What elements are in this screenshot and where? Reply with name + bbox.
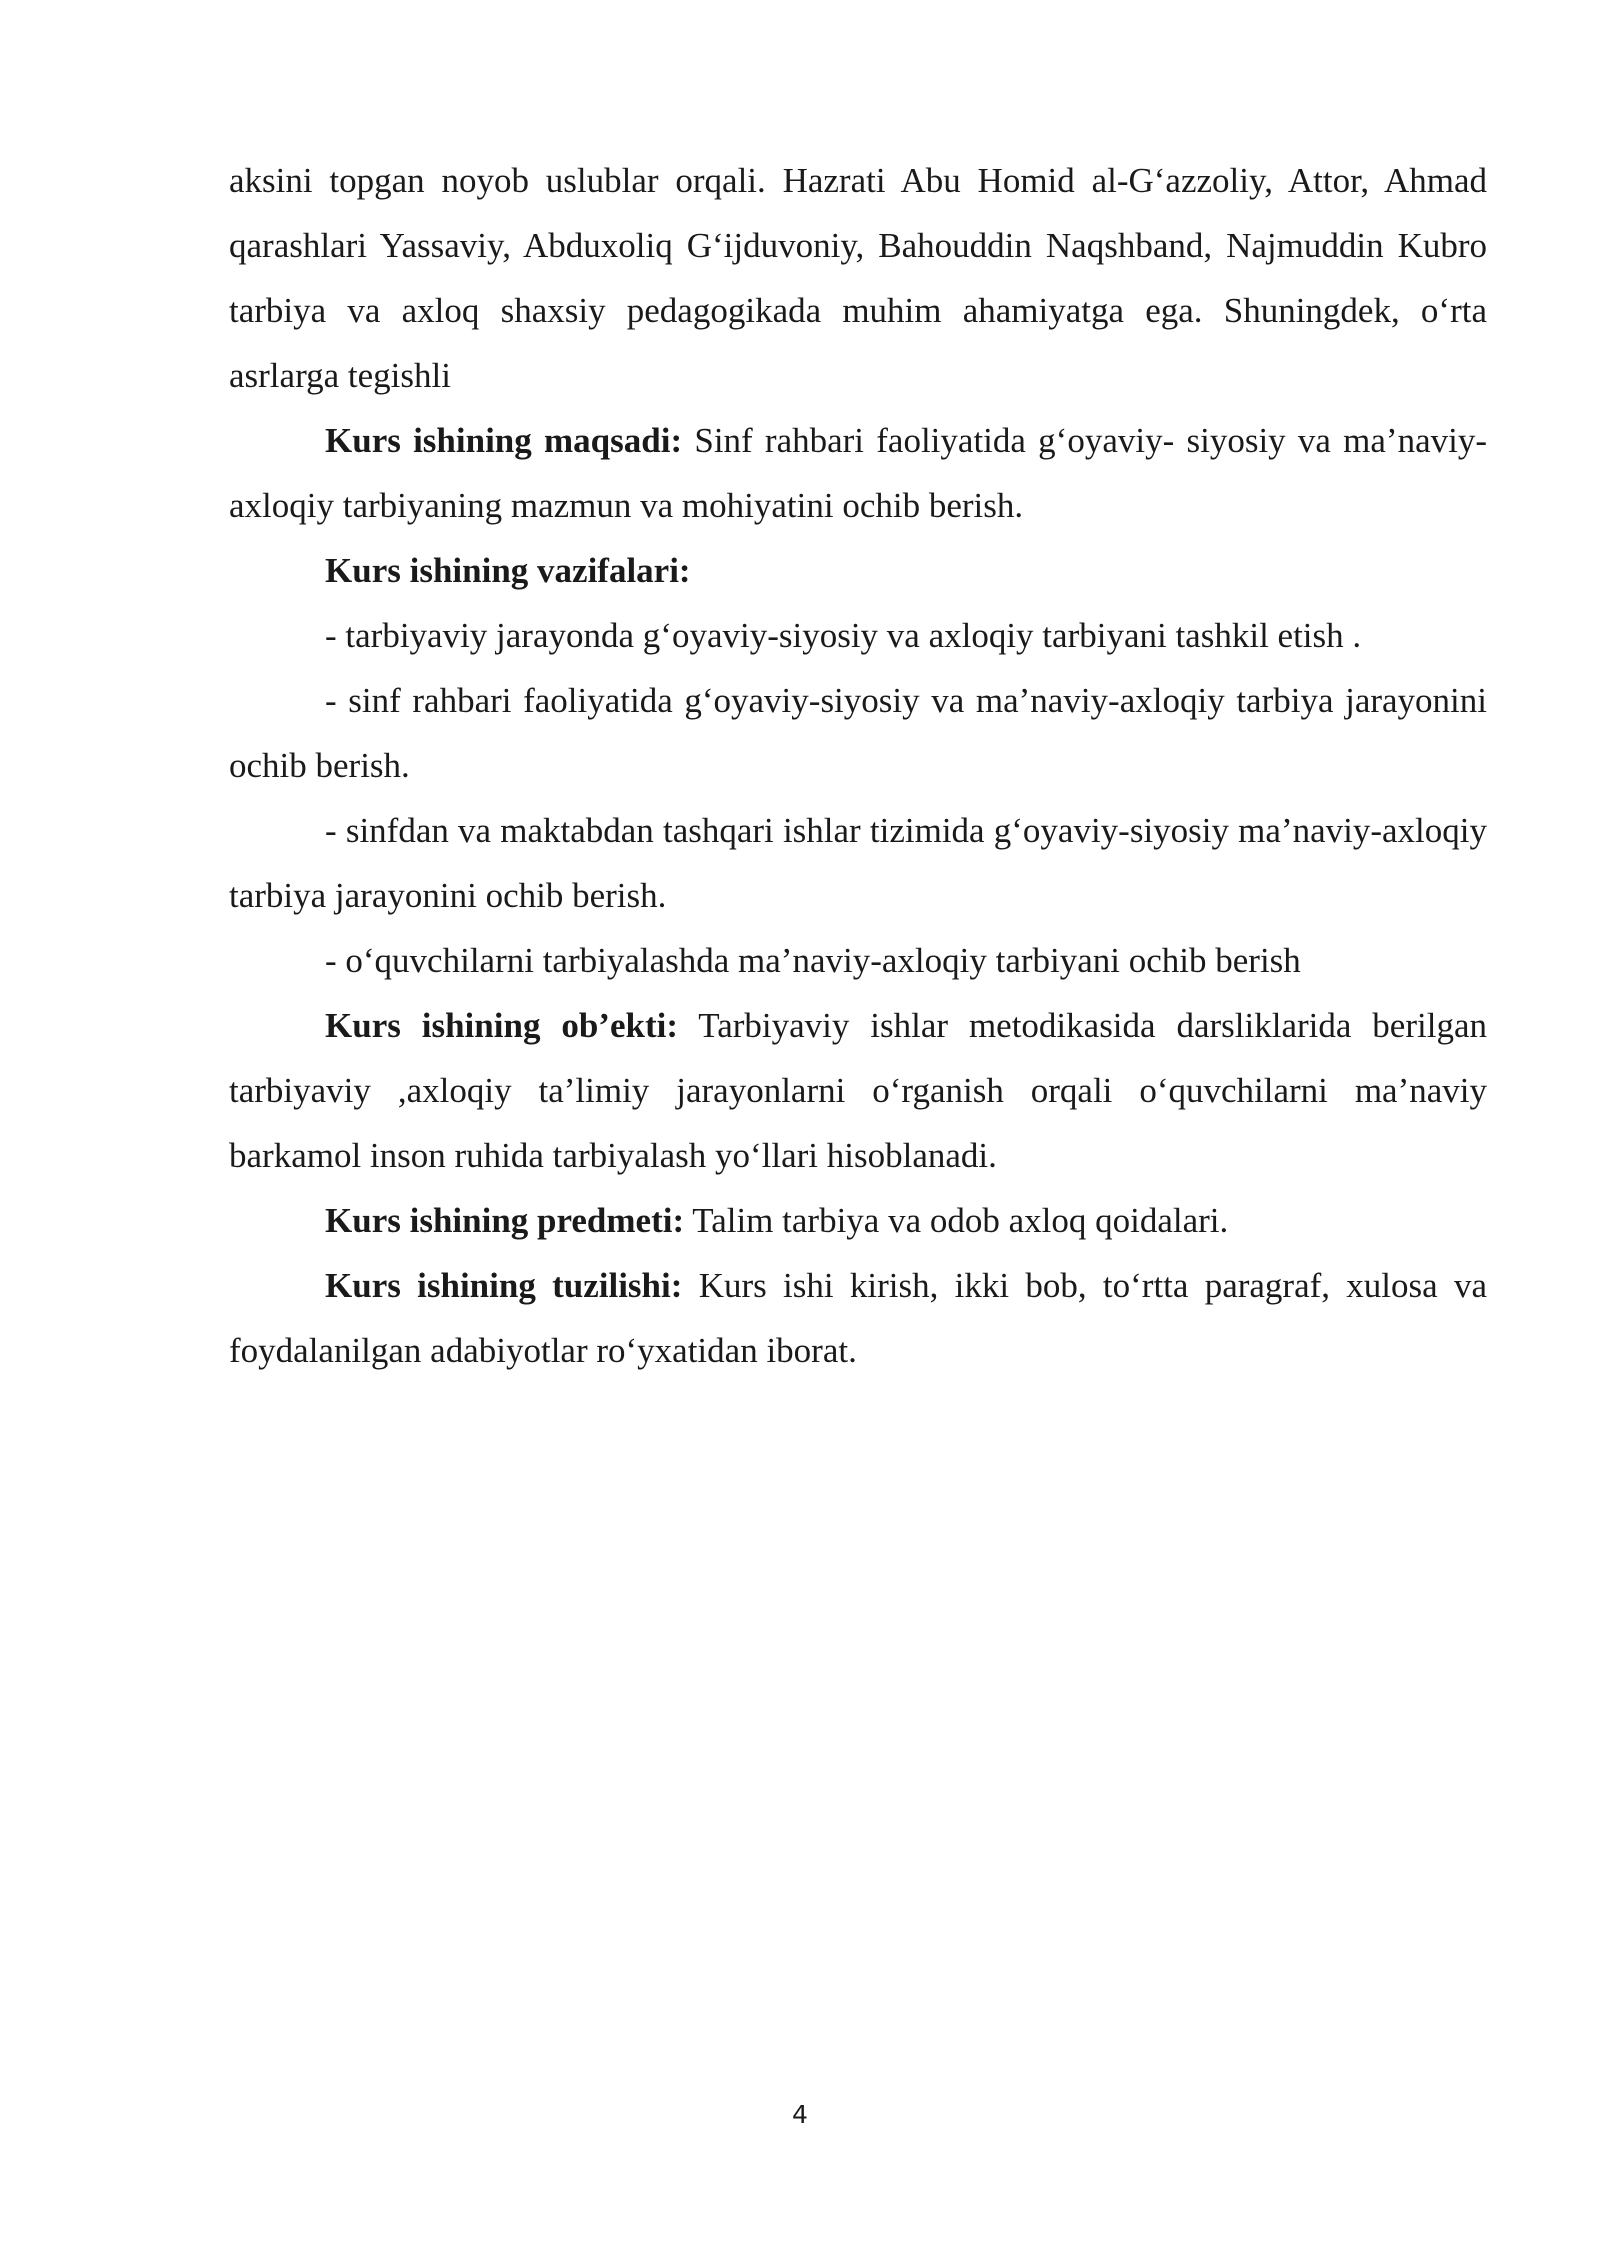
goal-label: Kurs ishining maqsadi: bbox=[325, 421, 683, 460]
paragraph-structure bbox=[229, 1253, 1487, 1383]
subject-text: Talim tarbiya va odob axloq qoidalari. bbox=[684, 1201, 1229, 1240]
goal-text: Sinf rahbari faoliyatida g‘oyaviy- siyosiy va ma’naviy- axloqiy tarbiyaning mazmun va mohiyatini ochib berish. bbox=[229, 421, 1488, 525]
task-item bbox=[229, 603, 1487, 668]
structure-label: Kurs ishining tuzilishi: bbox=[325, 1266, 683, 1305]
structure-text: Kurs ishi kirish, ikki bob, to‘rtta paragraf, xulosa va foydalanilgan adabiyotlar ro‘yxatidan iborat. bbox=[229, 1266, 1488, 1370]
task-item-text: - sinf rahbari faoliyatida g‘oyaviy-siyosiy va ma’naviy-axloqiy tarbiya jarayonini ochib berish. bbox=[229, 681, 1487, 785]
paragraph-subject bbox=[229, 1188, 1487, 1253]
paragraph-goal bbox=[229, 408, 1487, 538]
task-item bbox=[229, 798, 1487, 928]
paragraph-text: aksini topgan noyob uslublar orqali. Hazrati Abu Homid al-G‘azzoliy, Attor, Ahmad qarashlari Yassaviy, Abduxoliq G‘ijduvoniy, Bahouddin Naqshband, Najmuddin Kubro tarbiya va axloq shaxsiy pedagogikada muhim ahamiyatga ega. Shuningdek, o‘rta asrlarga tegishli bbox=[229, 161, 1487, 395]
paragraph-tasks-heading bbox=[229, 538, 1487, 603]
task-item-text: - tarbiyaviy jarayonda g‘oyaviy-siyosiy va axloqiy tarbiyani tashkil etish . bbox=[325, 616, 1362, 655]
subject-label: Kurs ishining predmeti: bbox=[325, 1201, 685, 1240]
document-body bbox=[229, 148, 1487, 1383]
paragraph-intro-continuation bbox=[229, 148, 1487, 408]
tasks-label: Kurs ishining vazifalari: bbox=[325, 551, 691, 590]
task-item bbox=[229, 928, 1487, 993]
task-item bbox=[229, 668, 1487, 798]
task-item-text: - sinfdan va maktabdan tashqari ishlar tizimida g‘oyaviy-siyosiy ma’naviy-axloqiy tarbiya jarayonini ochib berish. bbox=[229, 811, 1487, 915]
page-number: 4 bbox=[792, 2100, 808, 2129]
object-label: Kurs ishining ob’ekti: bbox=[325, 1006, 678, 1045]
task-item-text: - o‘quvchilarni tarbiyalashda ma’naviy-axloqiy tarbiyani ochib berish bbox=[325, 941, 1301, 980]
paragraph-object bbox=[229, 993, 1487, 1188]
object-text: Tarbiyaviy ishlar metodikasida darsliklarida berilgan tarbiyaviy ,axloqiy ta’limiy jarayonlarni o‘rganish orqali o‘quvchilarni ma’naviy barkamol inson ruhida tarbiyalash yo‘llari hisoblanadi. bbox=[229, 1006, 1487, 1175]
